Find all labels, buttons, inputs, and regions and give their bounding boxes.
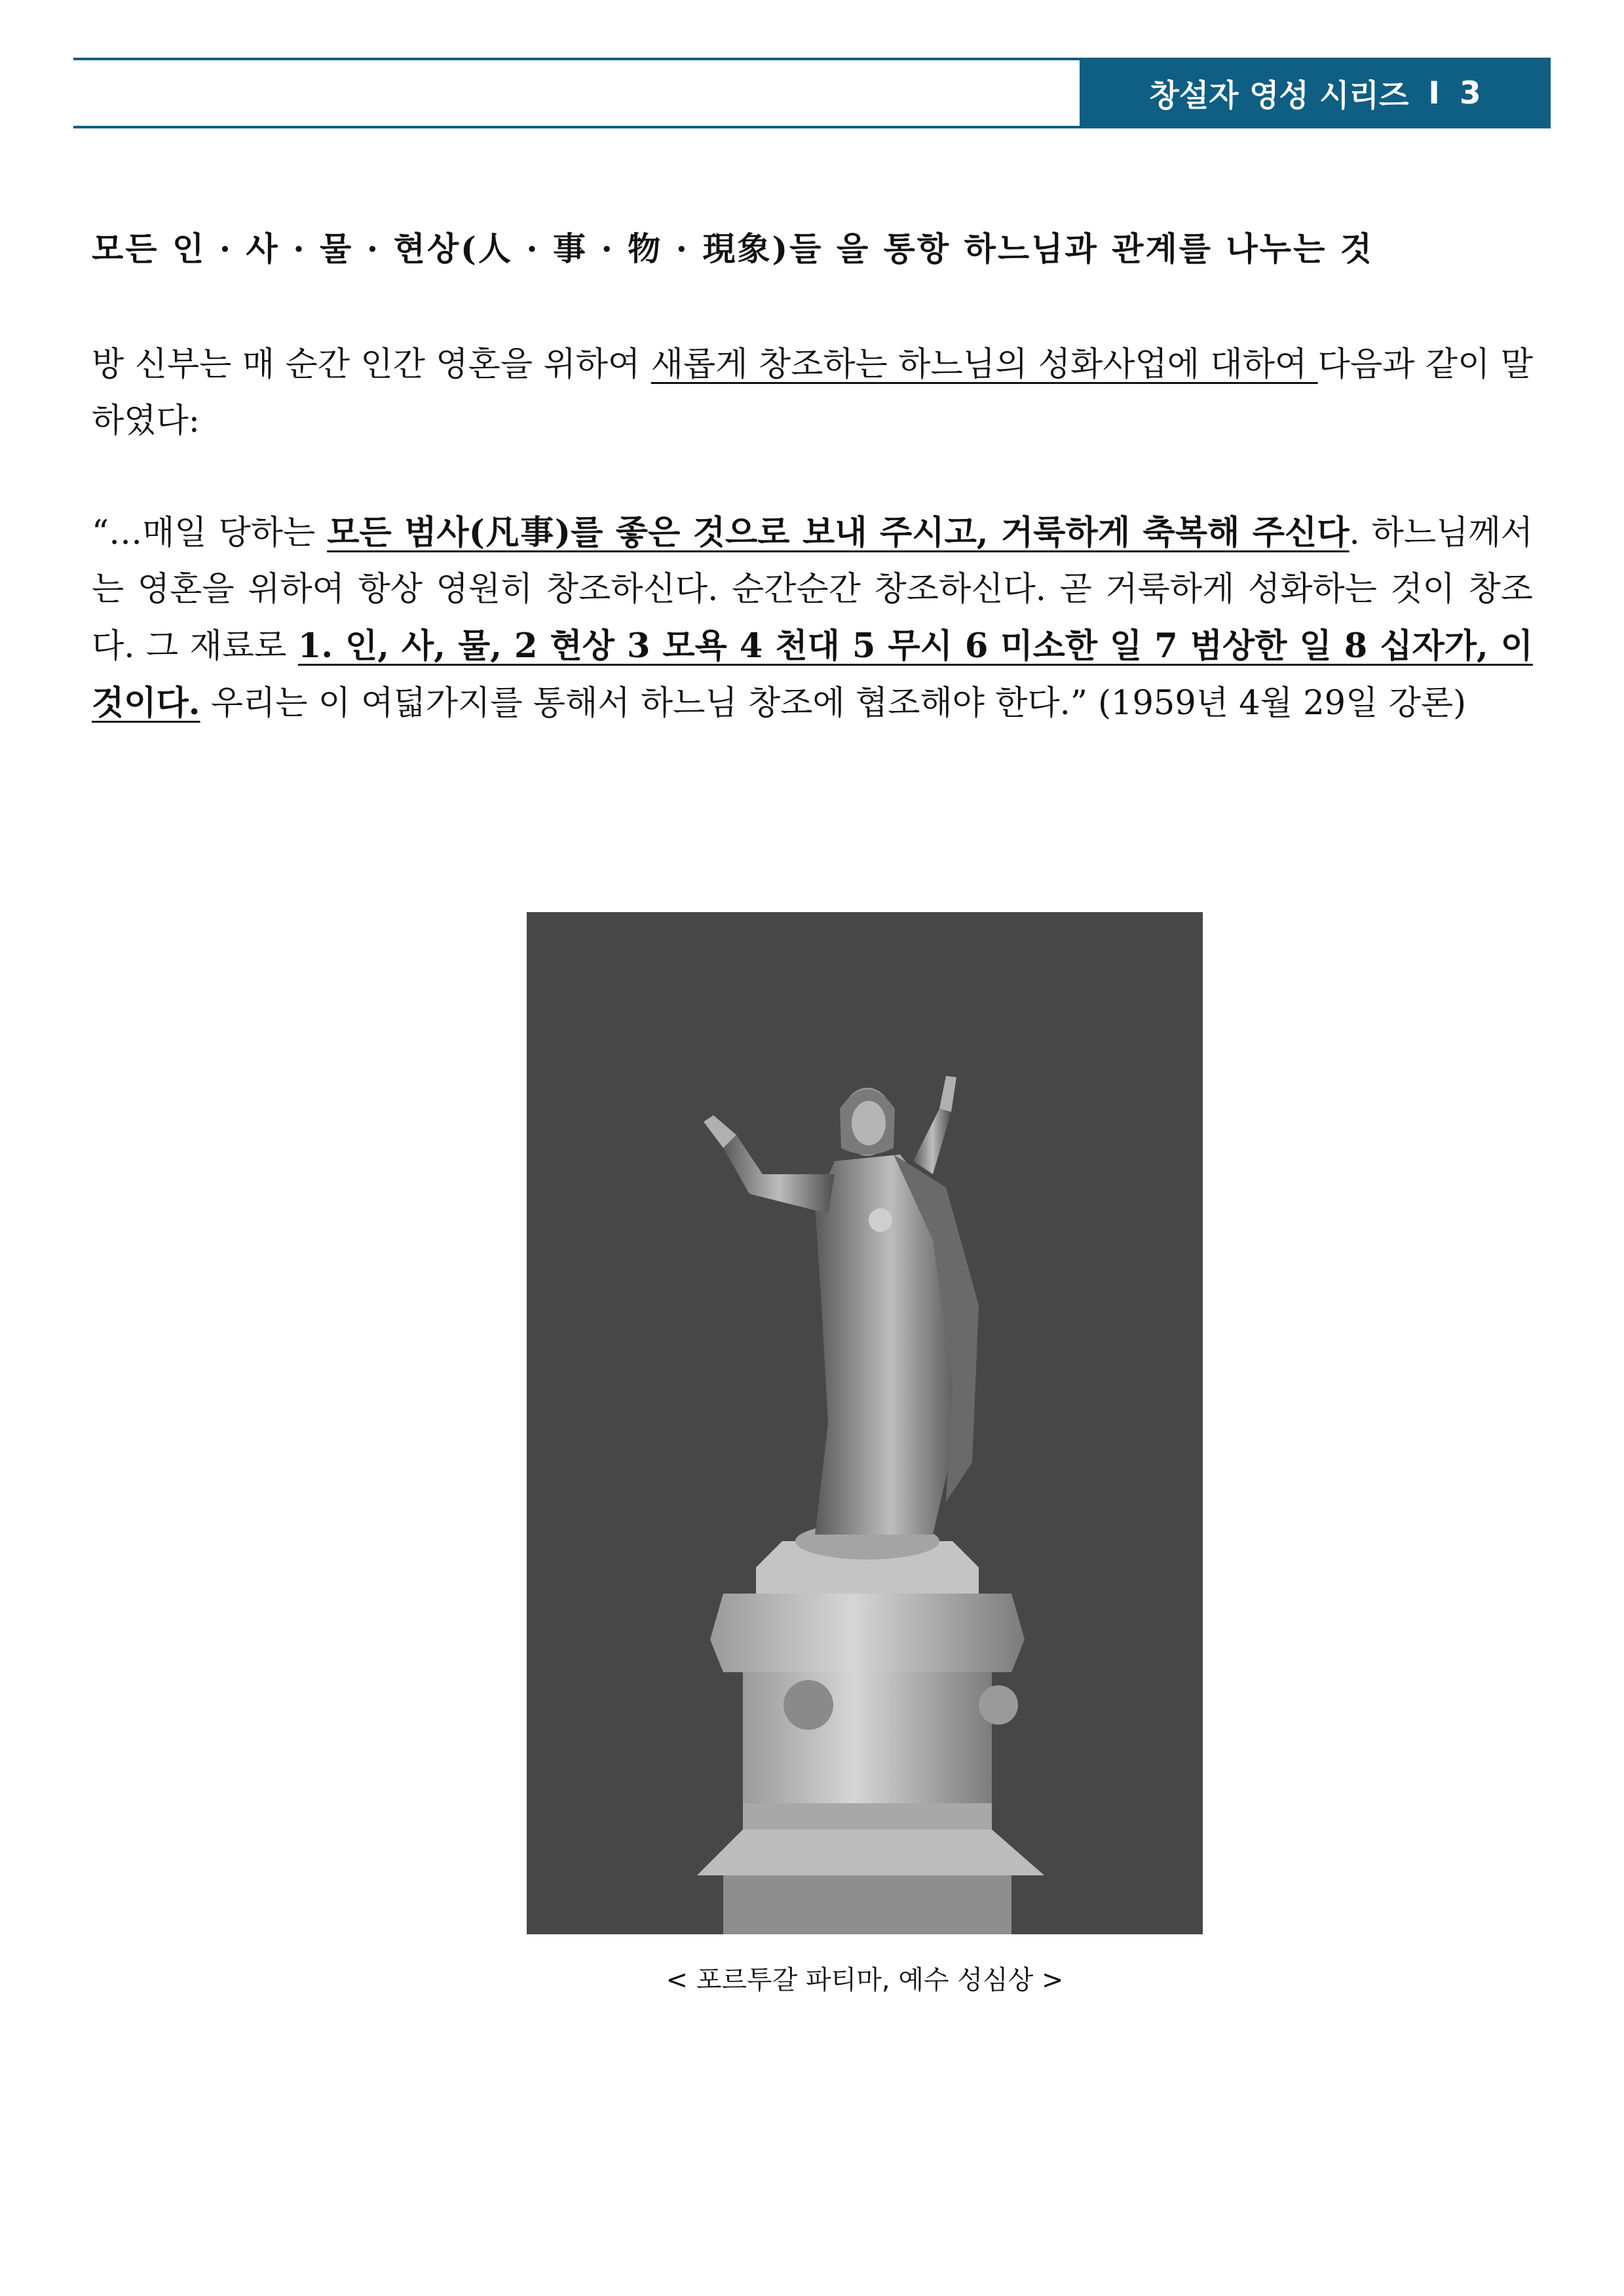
paragraph-intro-underlined: 새롭게 창조하는 하느님의 성화사업에 대하여 (651, 345, 1318, 384)
quote-closing: 우리는 이 여덟가지를 통해서 하느님 창조에 협조해야 한다.” (1959년 4월 29일 강론) (200, 684, 1467, 723)
paragraph-intro-text: 방 신부는 매 순간 인간 영혼을 위하여 (92, 345, 651, 384)
statue-photo (527, 912, 1203, 1934)
header-separator: I (1428, 75, 1440, 111)
paragraph-intro (92, 337, 1533, 450)
section-heading: 모든 인 · 사 · 물 · 현상(人 · 事 · 物 · 現象)들 을 통항 하느님과 관계를 나누는 것 (92, 229, 1374, 268)
quote-middle: . 하느님께서는 영혼을 위하여 항상 영원히 창조하신다. 순간순간 창조하신다. 곧 거룩하게 성화하는 것이 창조다. 그 재료로 (92, 514, 1533, 666)
paragraph-intro-end: 다음과 같이 말하였다: (92, 345, 1533, 440)
figure-caption: < 포르투갈 파티마, 예수 성심상 > (666, 1965, 1064, 1995)
paragraph-quote (92, 505, 1533, 732)
header-series-badge (1080, 58, 1551, 128)
quote-emphasis-1: 모든 범사(凡事)를 좋은 것으로 보내 주시고, 거룩하게 축복해 주신다 (327, 513, 1350, 552)
quote-emphasis-2: 1. 인, 사, 물, 2 현상 3 모욕 4 천대 5 무시 6 미소한 일 7 범상한 일 8 십자가, 이것이다. (92, 626, 1533, 723)
page-number: 3 (1459, 75, 1481, 111)
statue-illustration (527, 912, 1203, 1934)
series-title: 창설자 영성 시리즈 (1149, 77, 1409, 114)
quote-open: “…매일 당하는 (92, 514, 328, 552)
